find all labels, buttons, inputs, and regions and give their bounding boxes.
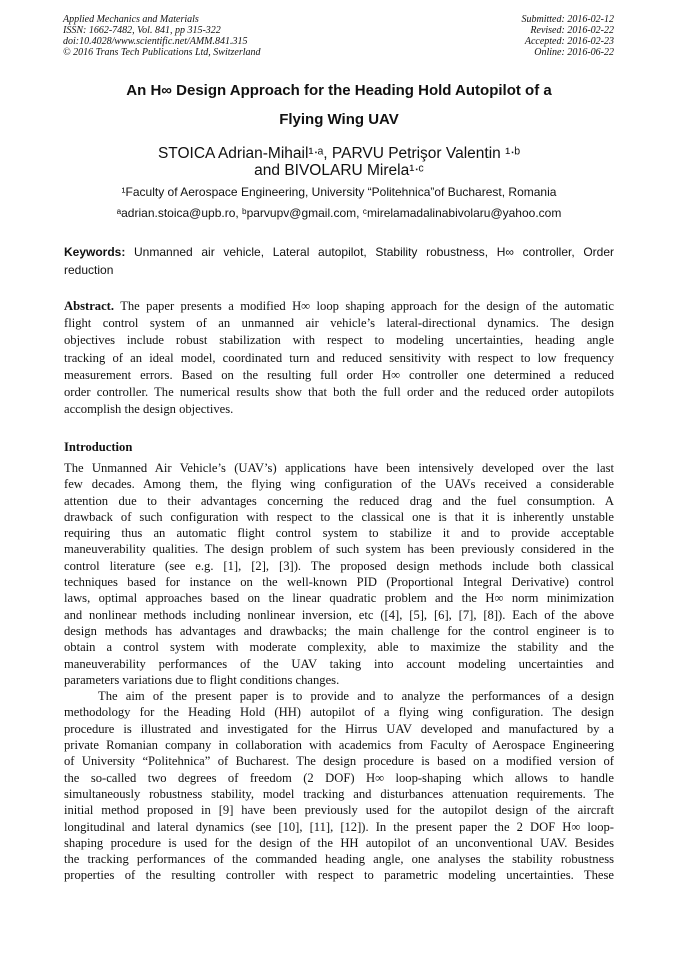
paragraph-line: the tracking performances of the commanded heading angle, one analyses the stability robustness — [64, 852, 614, 867]
paragraph-line: few decades. Among them, the flying wing configuration of the UAVs received a considerable — [64, 477, 614, 492]
affiliation: ¹Faculty of Aerospace Engineering, University “Politehnica”of Bucharest, Romania — [121, 185, 557, 199]
journal-name: Applied Mechanics and Materials — [63, 14, 199, 25]
keywords-text: reduction — [64, 263, 114, 277]
abstract-label: Abstract. — [64, 299, 115, 313]
introduction-body — [64, 460, 614, 884]
abstract-line: accomplish the design objectives. — [64, 402, 234, 417]
paragraph-line: drawback of such configuration with respect to the classical one is that it is inherently unstable — [64, 509, 614, 524]
abstract-line: The paper presents a modified H∞ loop shaping approach for the design of the automatic — [114, 299, 614, 313]
abstract-line: order controller. The numerical results show that both the full order and the reduced order autopilots — [64, 384, 614, 399]
authors-line-2: and BIVOLARU Mirela¹ᐧᶜ — [254, 162, 424, 179]
abstract — [64, 298, 614, 418]
emails: ᵃadrian.stoica@upb.ro, ᵇparvupv@gmail.com, ᶜmirelamadalinabivolaru@yahoo.com — [116, 206, 562, 220]
journal-info — [63, 14, 261, 58]
paragraph-line: control literature (see e.g. [1], [2], [3]). The proposed design methods include both classical — [64, 558, 614, 573]
copyright: © 2016 Trans Tech Publications Ltd, Switzerland — [63, 47, 261, 58]
paragraph-line: of University “Politehnica” of Bucharest. The design procedure is based on a modified version of — [64, 754, 614, 769]
abstract-line: tracking of an ideal model, coordinated turn and reduced sensitivity with respect to low frequency — [64, 350, 614, 365]
abstract-line: objectives include robust stabilization with respect to modeling uncertainties, heading angle — [64, 333, 614, 348]
introduction-heading: Introduction — [64, 440, 133, 454]
revised-date: Revised: 2016-02-22 — [530, 25, 614, 36]
paragraph-line: initial method proposed in [9] have been previously used for the autopilot design of the aircraft — [64, 803, 614, 818]
paper-title-line-2: Flying Wing UAV — [279, 111, 399, 128]
paragraph-line: properties of the resulting controller with respect to parametric modeling uncertainties. These — [64, 868, 614, 883]
keywords-text: Unmanned air vehicle, Lateral autopilot, Stability robustness, H∞ controller, Order — [125, 245, 614, 259]
doi: doi:10.4028/www.scientific.net/AMM.841.315 — [63, 36, 248, 47]
paragraph-line: procedure is illustrated and investigated for the Hirrus UAV developed and manufactured by a — [64, 721, 614, 736]
paragraph-line: attention due to their advantages concerning the reduced drag and the fuel consumption. A — [64, 493, 614, 508]
paragraph-line: and nonlinear methods including nonlinear inversion, etc ([4], [5], [6], [7], [8]). Each of the above — [64, 607, 614, 622]
paragraph-line: shaping procedure is used for the design of the HH autopilot of an unconventional UAV. Besides — [64, 835, 614, 850]
authors-line-1: STOICA Adrian-Mihail¹ᐧᵃ, PARVU Petrişor Valentin ¹ᐧᵇ — [157, 145, 521, 162]
submitted-date: Submitted: 2016-02-12 — [521, 14, 614, 25]
paragraph-line: methodology for the Heading Hold (HH) autopilot of a flying wing configuration. The design — [64, 705, 614, 720]
paper-title-line-1: An H∞ Design Approach for the Heading Hold Autopilot of a — [126, 82, 552, 99]
paragraph-line: laws, optimal approaches based on the linear quadratic problem and the H∞ norm minimization — [64, 591, 614, 606]
abstract-line: flight control system of an unmanned air vehicle’s lateral-directional dynamics. The design — [64, 316, 614, 331]
paragraph-line: design methods has advantages and drawbacks; the main challenge for the control engineer is to — [64, 623, 614, 638]
paragraph-line: parameters variations due to flight conditions changes. — [64, 672, 340, 687]
paragraph-line: longitudinal and lateral dynamics (see [10], [11], [12]). In the present paper the 2 DOF H∞ loop- — [64, 819, 614, 834]
paragraph-line: requiring thus an automatic flight control system to stabilize it and to provide acceptable — [64, 526, 614, 541]
keywords — [64, 243, 614, 279]
paragraph-line: simultaneously robustness stability, model tracking and disturbances attenuation requirements. The — [64, 786, 614, 801]
paragraph-line: private Romanian company in collaboration with academics from Faculty of Aerospace Engineering — [64, 738, 614, 753]
paragraph-line: obtain a control system with moderate complexity, able to maximize the stability and the — [64, 640, 614, 655]
paragraph-line: the so-called two degrees of freedom (2 DOF) H∞ loop-shaping which allows to handle — [64, 770, 614, 785]
keywords-label: Keywords: — [64, 245, 126, 259]
paragraph-line: techniques based for instance on the well-known PID (Proportional Integral Derivative) control — [64, 575, 614, 590]
issn: ISSN: 1662-7482, Vol. 841, pp 315-322 — [63, 25, 221, 36]
abstract-line: measurement errors. Based on the resulting full order H∞ controller one determined a reduced — [64, 367, 614, 382]
accepted-date: Accepted: 2016-02-23 — [524, 36, 614, 47]
paragraph-line: maneuverability performances of the UAV taking into account modeling uncertainties and — [64, 656, 614, 671]
paragraph-line: The Unmanned Air Vehicle’s (UAV’s) applications have been intensively developed over the last — [64, 461, 614, 475]
paragraph-line: The aim of the present paper is to provide and to analyze the performances of a design — [98, 689, 614, 704]
dates-info — [522, 14, 615, 58]
online-date: Online: 2016-06-22 — [534, 47, 614, 58]
paragraph-line: maneuverability qualities. The design problem of such system has been previously considered in the — [64, 542, 614, 557]
